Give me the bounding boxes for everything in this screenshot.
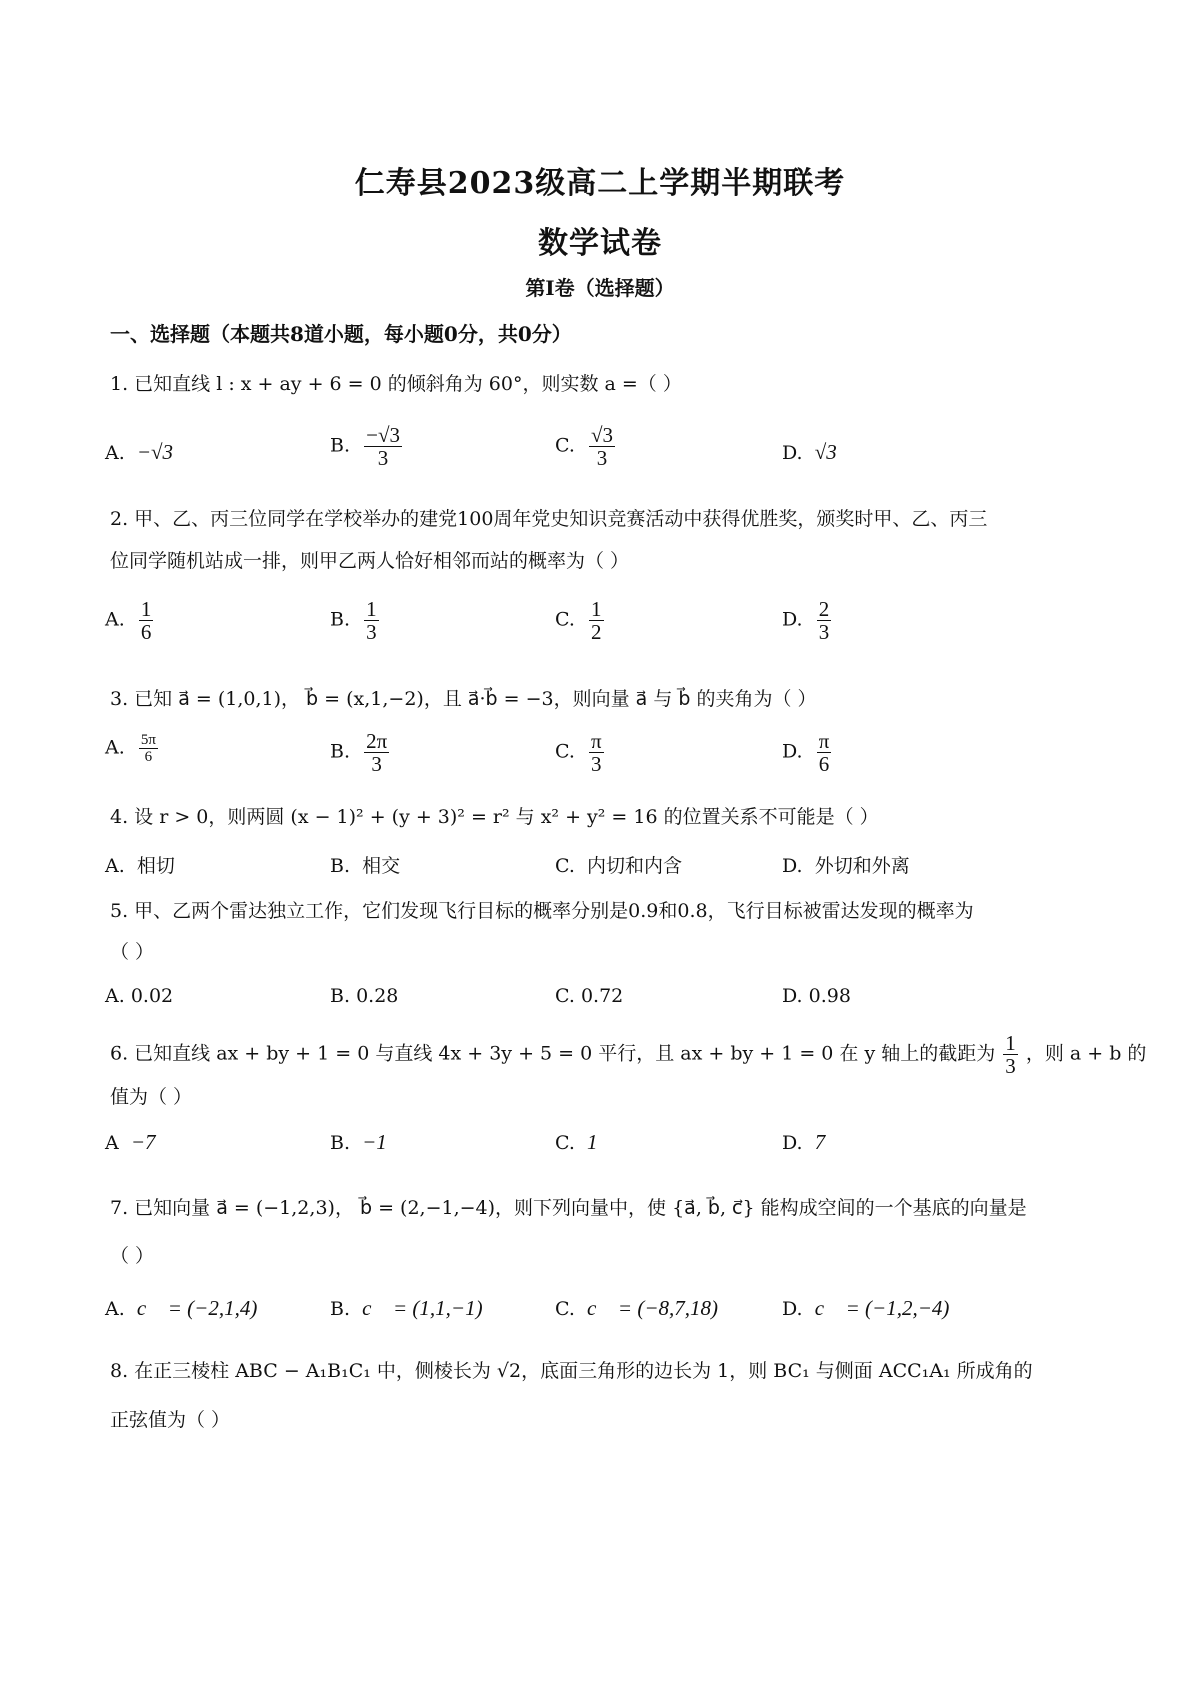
q6-option-b: B. −1 bbox=[330, 1130, 387, 1154]
q1-option-b: B. $\frac{-√3}{3}$ bbox=[330, 423, 400, 470]
q6-option-d: D. 7 bbox=[782, 1130, 826, 1154]
q2-option-a: A. $\frac{1}{6}$ bbox=[105, 597, 152, 644]
q3-option-d: D. $\frac{\pi}{6}$ bbox=[782, 729, 830, 776]
q7-option-d: D. c⃗ = (−1,2,−4) bbox=[782, 1296, 950, 1320]
question-4: 4. 设 r > 0，则两圆 (x − 1)² + (y + 3)² = r² 与 x² + y² = 16 的位置关系不可能是（ ） bbox=[110, 806, 879, 828]
q6-option-c: C. 1 bbox=[555, 1130, 598, 1154]
q5-option-a: A. 0.02 bbox=[105, 985, 174, 1007]
question-5-line1: 5. 甲、乙两个雷达独立工作，它们发现飞行目标的概率分别是0.9和0.8，飞行目标被雷达发现的概率为 bbox=[110, 900, 974, 922]
q3-option-c: C. $\frac{\pi}{3}$ bbox=[555, 729, 602, 776]
question-1: 1. 已知直线 l : x + ay + 6 = 0 的倾斜角为 60°，则实数 a =（ ） bbox=[110, 373, 682, 395]
q4-option-a: A. 相切 bbox=[105, 855, 175, 877]
question-6-line2: 值为（ ） bbox=[110, 1086, 193, 1108]
q2-option-c: C. $\frac{1}{2}$ bbox=[555, 597, 602, 644]
q7-option-b: B. c⃗ = (1,1,−1) bbox=[330, 1296, 483, 1320]
q6-option-a: A −7 bbox=[105, 1130, 156, 1154]
q2-option-b: B. $\frac{1}{3}$ bbox=[330, 597, 377, 644]
q3-option-b: B. $\frac{2\pi}{3}$ bbox=[330, 729, 388, 776]
exam-part-label: 第I卷（选择题） bbox=[525, 276, 675, 300]
section-heading: 一、选择题（本题共8道小题，每小题0分，共0分） bbox=[110, 322, 572, 346]
q4-option-c: C. 内切和内含 bbox=[555, 855, 683, 877]
question-8-line1: 8. 在正三棱柱 ABC − A₁B₁C₁ 中，侧棱长为 √2，底面三角形的边长为 1，则 BC₁ 与侧面 ACC₁A₁ 所成角的 bbox=[110, 1360, 1033, 1382]
question-7-line1: 7. 已知向量 a⃗ = (−1,2,3)， b⃗ = (2,−1,−4)，则下列向量中，使 {a⃗, b⃗, c⃗} 能构成空间的一个基底的向量是 bbox=[110, 1197, 1027, 1219]
q1-option-d: D. √3 bbox=[782, 440, 837, 464]
exam-subject: 数学试卷 bbox=[538, 226, 662, 261]
question-7-line2: （ ） bbox=[110, 1245, 155, 1267]
q5-option-d: D. 0.98 bbox=[782, 985, 851, 1007]
q5-option-b: B. 0.28 bbox=[330, 985, 399, 1007]
q3-option-a: A. $\frac{5\pi}{6}$ bbox=[105, 732, 156, 765]
q2-option-d: D. $\frac{2}{3}$ bbox=[782, 597, 830, 644]
question-3: 3. 已知 a⃗ = (1,0,1)， b⃗ = (x,1,−2)，且 a⃗·b⃗ = −3，则向量 a⃗ 与 b⃗ 的夹角为（ ） bbox=[110, 688, 817, 710]
question-2-line2: 位同学随机站成一排，则甲乙两人恰好相邻而站的概率为（ ） bbox=[110, 550, 630, 572]
exam-title: 仁寿县2023级高二上学期半期联考 bbox=[354, 166, 846, 201]
q4-option-d: D. 外切和外离 bbox=[782, 855, 910, 877]
question-2-line1: 2. 甲、乙、丙三位同学在学校举办的建党100周年党史知识竞赛活动中获得优胜奖，颁奖时甲、乙、丙三 bbox=[110, 508, 988, 530]
q7-option-c: C. c⃗ = (−8,7,18) bbox=[555, 1296, 718, 1320]
q1-option-a: A. −√3 bbox=[105, 440, 174, 464]
q4-option-b: B. 相交 bbox=[330, 855, 401, 877]
question-8-line2: 正弦值为（ ） bbox=[110, 1409, 231, 1431]
q1-option-c: C. $\frac{√3}{3}$ bbox=[555, 423, 614, 470]
question-5-line2: （ ） bbox=[110, 941, 155, 963]
q5-option-c: C. 0.72 bbox=[555, 985, 624, 1007]
question-6-line1: 6. 已知直线 ax + by + 1 = 0 与直线 4x + 3y + 5 = 0 平行，且 ax + by + 1 = 0 在 y 轴上的截距为 $\frac{1}{3}$ ，则 a + b 的 bbox=[110, 1031, 1147, 1078]
q7-option-a: A. c⃗ = (−2,1,4) bbox=[105, 1296, 258, 1320]
